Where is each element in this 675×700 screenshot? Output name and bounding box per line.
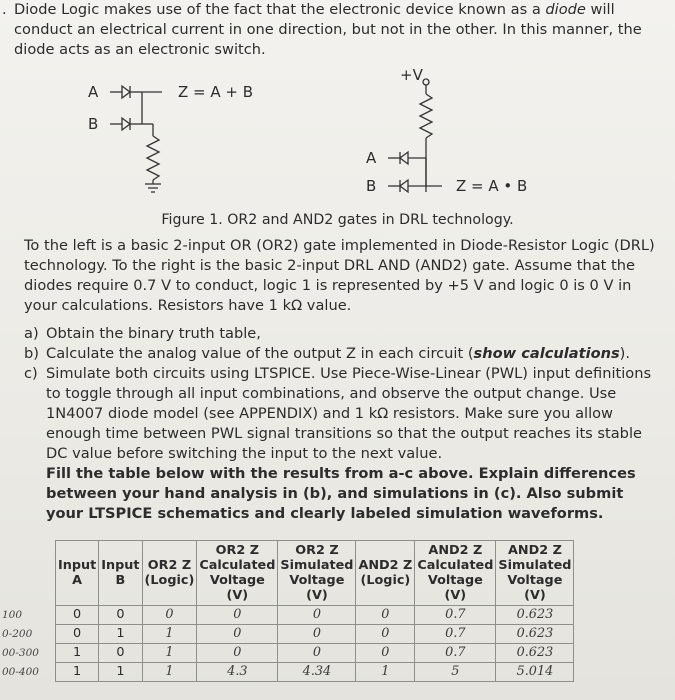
table-cell: 1 (142, 644, 197, 663)
intro-text-before: Diode Logic makes use of the fact that the electronic device known as a (14, 1, 546, 18)
table-cell: 1 (356, 663, 415, 682)
table-cell: 0 (56, 625, 99, 644)
header-line: (Logic) (144, 573, 195, 588)
header-line: Calculated (199, 558, 276, 573)
header-line: Input (58, 558, 97, 573)
task-b-label: b) (24, 345, 39, 362)
task-c (24, 364, 664, 464)
header-line: Voltage (507, 573, 563, 588)
table-cell: 1 (99, 663, 142, 682)
and-equation: Z = A • B (456, 177, 528, 195)
figure-caption: Figure 1. OR2 and AND2 gates in DRL technology. (161, 212, 514, 228)
header-line: Simulated (280, 558, 354, 573)
header-line: Voltage (427, 573, 483, 588)
description-paragraph: To the left is a basic 2-input OR (OR2) gate implemented in Diode-Resistor Logic (DRL) technology. To the right is the basic 2-input DRL AND (AND2) gate. Assume that the diodes require 0.7 V to conduct, logic 1 is represented by +5 V and logic 0 is 0 V in your calculations. Resistors have 1 kΩ value. (24, 237, 655, 314)
margin-note: 100 (2, 608, 23, 621)
table-cell: 0 (197, 625, 278, 644)
table-cell: 0 (278, 644, 356, 663)
and-gate-schematic (388, 79, 442, 192)
header-line: Voltage (209, 573, 265, 588)
intro-text-after: will conduct an electrical current in one direction, but not in the other. In this manner, the diode acts as an electronic switch. (14, 1, 642, 58)
table-header-cell (278, 541, 356, 606)
table-cell: 0.7 (415, 644, 496, 663)
header-line: (V) (444, 588, 467, 603)
table-row (56, 625, 574, 644)
table-cell: 5 (415, 663, 496, 682)
or-input-b: B (88, 115, 99, 133)
table-cell: 0.623 (496, 606, 574, 625)
table-body (56, 606, 574, 682)
header-line: Calculated (417, 558, 494, 573)
or-gate-schematic (110, 86, 162, 192)
header-line: OR2 Z (295, 543, 339, 558)
table-cell: 0.623 (496, 644, 574, 663)
table-cell: 1 (56, 644, 99, 663)
table-cell: 0 (278, 625, 356, 644)
header-line: OR2 Z (147, 558, 192, 573)
table-cell: 0 (356, 606, 415, 625)
table-cell: 1 (56, 663, 99, 682)
results-table-wrap (55, 540, 574, 682)
header-line: AND2 Z (358, 558, 413, 573)
intro-emph: diode (545, 1, 586, 18)
margin-note: 00-300 (2, 646, 39, 659)
table-header-cell (142, 541, 197, 606)
table-cell: 0 (278, 606, 356, 625)
table-header-cell (56, 541, 99, 606)
table-cell: 0 (56, 606, 99, 625)
task-a-label: a) (24, 325, 39, 342)
margin-note: 0-200 (2, 627, 33, 640)
header-line: AND2 Z (428, 543, 483, 558)
header-line: Input (101, 558, 140, 573)
table-row (56, 663, 574, 682)
or-equation: Z = A + B (178, 83, 254, 101)
table-header-cell (99, 541, 142, 606)
results-table (55, 540, 574, 682)
table-header-row (56, 541, 574, 606)
table-cell: 0 (197, 606, 278, 625)
table-row (56, 644, 574, 663)
table-cell: 0.623 (496, 625, 574, 644)
table-cell: 1 (99, 625, 142, 644)
header-line: Simulated (498, 558, 572, 573)
table-cell: 4.34 (278, 663, 356, 682)
table-row (56, 606, 574, 625)
or-input-a: A (88, 83, 99, 101)
and-input-b: B (366, 177, 377, 195)
and-input-a: A (366, 149, 377, 167)
header-line: AND2 Z (507, 543, 562, 558)
table-cell: 0 (197, 644, 278, 663)
table-header-cell (197, 541, 278, 606)
header-line: B (115, 573, 126, 588)
task-a (24, 324, 664, 344)
intro-bullet: . (2, 1, 7, 18)
task-a-text: Obtain the binary truth table, (46, 325, 261, 342)
table-cell: 0 (99, 606, 142, 625)
task-list (24, 324, 664, 524)
task-b-text: Calculate the analog value of the output Z in each circuit ( (46, 345, 474, 362)
task-c-text: Simulate both circuits using LTSPICE. Use Piece-Wise-Linear (PWL) input definitions to toggle through all input combinations, and observe the output change. Use 1N4007 diode model (see APPENDIX) and 1 kΩ resistors. Make sure you allow enough time between PWL signal transitions so that the output reaches its stable DC value before switching the input to the next value. (46, 365, 652, 462)
table-cell: 0 (99, 644, 142, 663)
table-cell: 0.7 (415, 625, 496, 644)
margin-note: 00-400 (2, 665, 39, 678)
header-line: (V) (524, 588, 546, 603)
table-cell: 1 (142, 625, 197, 644)
task-b-end: ). (619, 345, 631, 362)
task-c-label: c) (24, 365, 38, 382)
intro-paragraph (2, 0, 664, 60)
header-line: OR2 Z (215, 543, 260, 558)
table-header-cell (496, 541, 574, 606)
task-b-emph: show calculations (473, 345, 620, 362)
table-cell: 0 (142, 606, 197, 625)
and-supply-label: +V (400, 66, 423, 84)
header-line: (Logic) (360, 573, 411, 588)
circuit-figure (70, 62, 590, 212)
task-b (24, 344, 664, 364)
table-cell: 1 (142, 663, 197, 682)
header-line: (V) (306, 588, 328, 603)
table-cell: 5.014 (496, 663, 574, 682)
header-line: A (72, 573, 83, 588)
table-cell: 4.3 (197, 663, 278, 682)
table-header-cell (356, 541, 415, 606)
table-header-cell (415, 541, 496, 606)
table-cell: 0 (356, 625, 415, 644)
table-cell: 0.7 (415, 606, 496, 625)
header-line: (V) (226, 588, 249, 603)
fill-instructions: Fill the table below with the results from a-c above. Explain differences between your hand analysis in (b), and simulations in (c). Also submit your LTSPICE schematics and clearly labeled simulation waveforms. (46, 465, 636, 522)
header-line: Voltage (289, 573, 345, 588)
table-cell: 0 (356, 644, 415, 663)
